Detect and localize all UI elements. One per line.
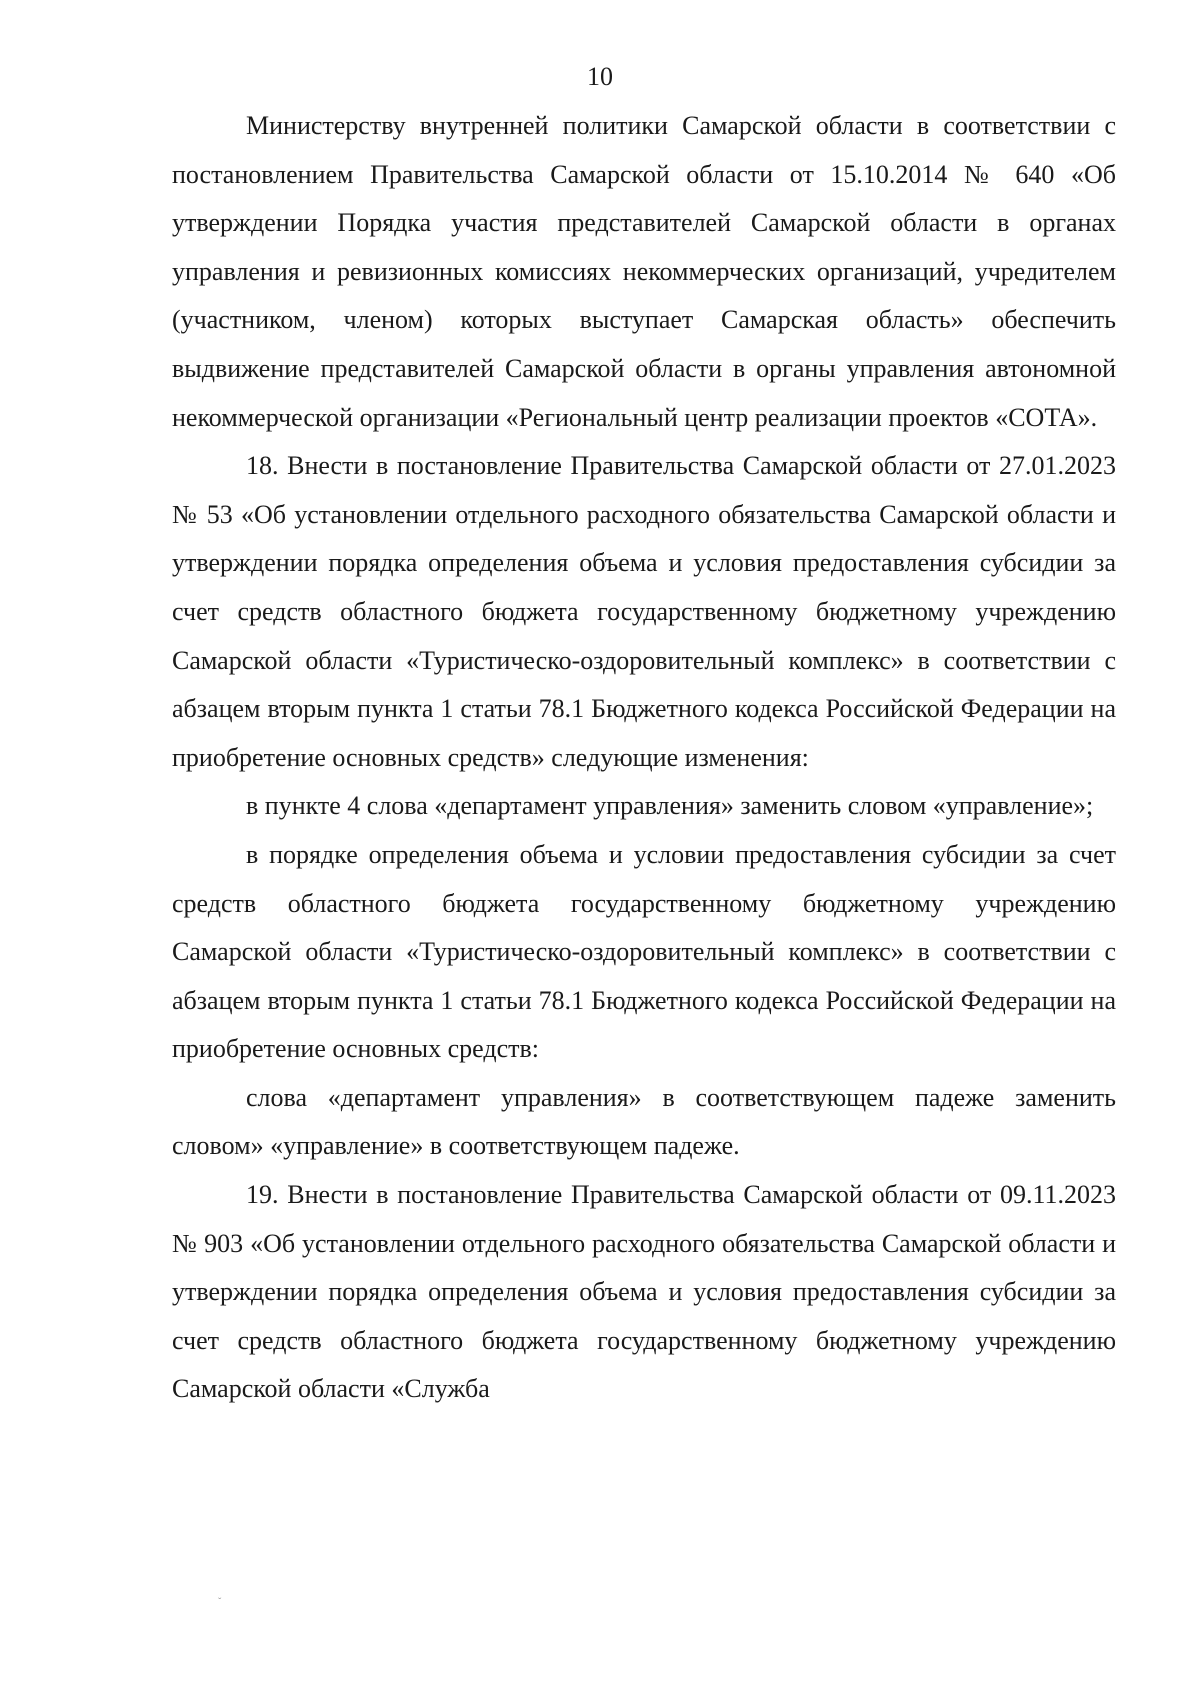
paragraph-item-18-words: слова «департамент управления» в соответствующем падеже заменить словом» «управление» в соответствующем падеже. xyxy=(172,1082,1116,1161)
scan-artifact-mark: ˇ xyxy=(218,1597,222,1608)
page-number: 10 xyxy=(587,62,613,91)
paragraph-item-18-point-4: в пункте 4 слова «департамент управления» заменить словом «управление»; xyxy=(246,791,1094,821)
paragraph-item-18-procedure: в порядке определения объема и условии предоставления субсидии за счет средств областного бюджета государственному бюджетному учреждению Самарской области «Туристическо-оздоровительный комплекс» в соответствии с абзацем вторым пункта 1 статьи 78.1 Бюджетного кодекса Российской Федерации на приобретение основных средств: xyxy=(172,839,1116,1064)
paragraph-ministry: Министерству внутренней политики Самарской области в соответствии с постановлением Правительства Самарской области от 15.10.2014 № 640 «Об утверждении Порядка участия представителей Самарской области в органах управления и ревизионных комиссиях некоммерческих организаций, учредителем (участником, членом) которых выступает Самарская область» обеспечить выдвижение представителей Самарской области в органы управления автономной некоммерческой организации «Региональный центр реализации проектов «СОТА». xyxy=(172,111,1116,432)
paragraph-item-18: 18. Внести в постановление Правительства Самарской области от 27.01.2023 № 53 «Об установлении отдельного расходного обязательства Самарской области и утверждении порядка определения объема и условия предоставления субсидии за счет средств областного бюджета государственному бюджетному учреждению Самарской области «Туристическо-оздоровительный комплекс» в соответствии с абзацем вторым пункта 1 статьи 78.1 Бюджетного кодекса Российской Федерации на приобретение основных средств» следующие изменения: xyxy=(172,451,1116,772)
paragraph-item-19: 19. Внести в постановление Правительства Самарской области от 09.11.2023 № 903 «Об установлении отдельного расходного обязательства Самарской области и утверждении порядка определения объема и условия предоставления субсидии за счет средств областного бюджета государственному бюджетному учреждению Самарской области «Служба xyxy=(172,1180,1116,1404)
document-body xyxy=(172,102,1116,1414)
